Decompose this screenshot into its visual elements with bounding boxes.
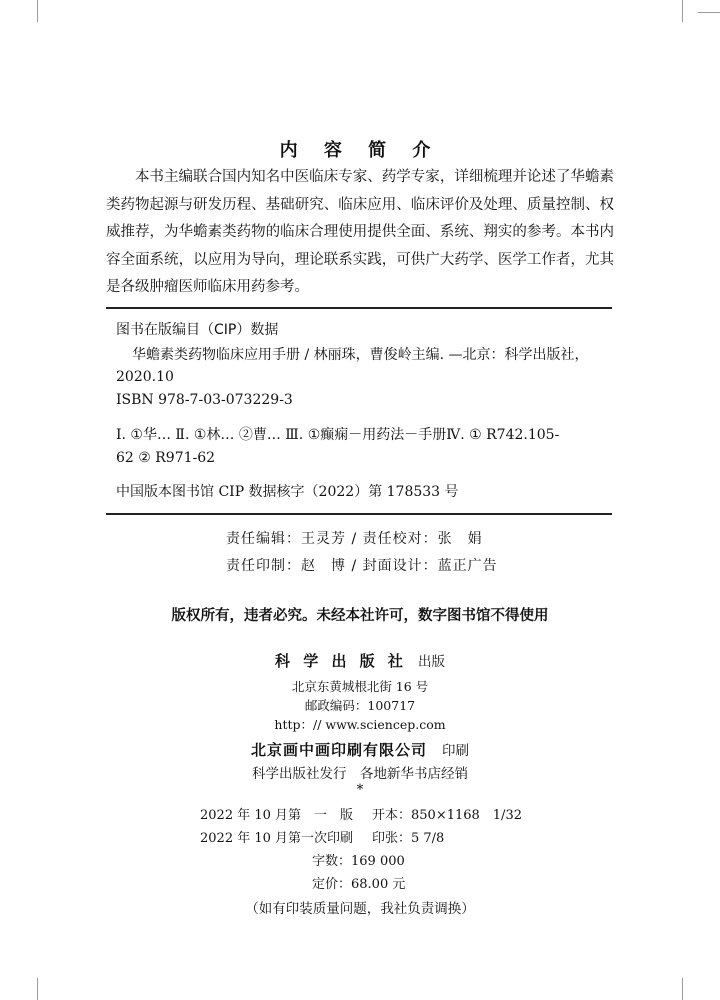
crop-mark xyxy=(37,978,38,1000)
publisher-address: 北京东黄城根北街 16 号 xyxy=(291,679,429,694)
printer-name: 北京画中画印刷有限公司 xyxy=(250,741,427,759)
printer-suffix: 印刷 xyxy=(442,743,470,759)
copyright-notice: 版权所有，违者必究。未经本社许可，数字图书馆不得使用 xyxy=(171,608,549,624)
format-spec: 开本：850×1168 1/32 xyxy=(372,808,522,823)
divider xyxy=(106,307,612,309)
credits-production: 责任印制：赵 博 / 封面设计：蓝正广告 xyxy=(226,558,498,574)
publisher-website: http：// www.sciencep.com xyxy=(274,717,446,732)
cip-classification-2: 62 ② R971-62 xyxy=(116,450,216,466)
edition-date: 2022 年 10 月第 一 版 xyxy=(200,808,354,823)
cip-record: 中国版本图书馆 CIP 数据核字（2022）第 178533 号 xyxy=(116,484,459,500)
price: 定价：68.00 元 xyxy=(312,877,406,892)
cip-isbn: ISBN 978-7-03-073229-3 xyxy=(116,392,293,408)
crop-mark xyxy=(682,978,683,1000)
crop-mark xyxy=(682,0,683,22)
publisher-line xyxy=(0,650,720,671)
divider xyxy=(106,513,612,515)
cip-classification: Ⅰ. ①华… Ⅱ. ①林… ②曹… Ⅲ. ①癫痫－用药法－手册Ⅳ. ① R742.105- xyxy=(116,427,560,443)
printer-line xyxy=(0,739,720,760)
printing-date: 2022 年 10 月第一次印刷 xyxy=(200,831,354,846)
crop-mark xyxy=(698,12,720,13)
summary-text: 本书主编联合国内知名中医临床专家、药学专家，详细梳理并论述了华蟾素类药物起源与研发历程、基础研究、临床应用、临床评价及处理、质量控制、权威推荐，为华蟾素类药物的临床合理使用提供全面、系统、翔实的参考。本书内容全面系统，以应用为导向，理论联系实践，可供广大药学、医学工作者，尤其是各级肿瘤医师临床用药参考。 xyxy=(106,169,614,295)
word-count: 字数：169 000 xyxy=(312,854,405,869)
publisher-suffix: 出版 xyxy=(417,654,445,670)
crop-mark xyxy=(37,0,38,22)
distribution-line: 科学出版社发行 各地新华书店经销 xyxy=(252,766,468,782)
credits-editors: 责任编辑：王灵芳 / 责任校对：张 娟 xyxy=(226,531,483,547)
cip-title-line: 华蟾素类药物临床应用手册 / 林丽珠，曹俊岭主编. —北京：科学出版社， xyxy=(132,347,589,363)
summary-title: 内 容 简 介 xyxy=(279,140,441,161)
publisher-name: 科 学 出 版 社 xyxy=(275,652,407,670)
quality-note: （如有印装质量问题，我社负责调换） xyxy=(245,901,475,917)
sheets-spec: 印张：5 7/8 xyxy=(372,831,445,846)
separator-star: * xyxy=(356,782,364,798)
publisher-postcode: 邮政编码：100717 xyxy=(304,698,416,713)
cip-title-line-2: 2020.10 xyxy=(116,369,174,385)
cip-heading: 图书在版编目（CIP）数据 xyxy=(116,322,279,338)
